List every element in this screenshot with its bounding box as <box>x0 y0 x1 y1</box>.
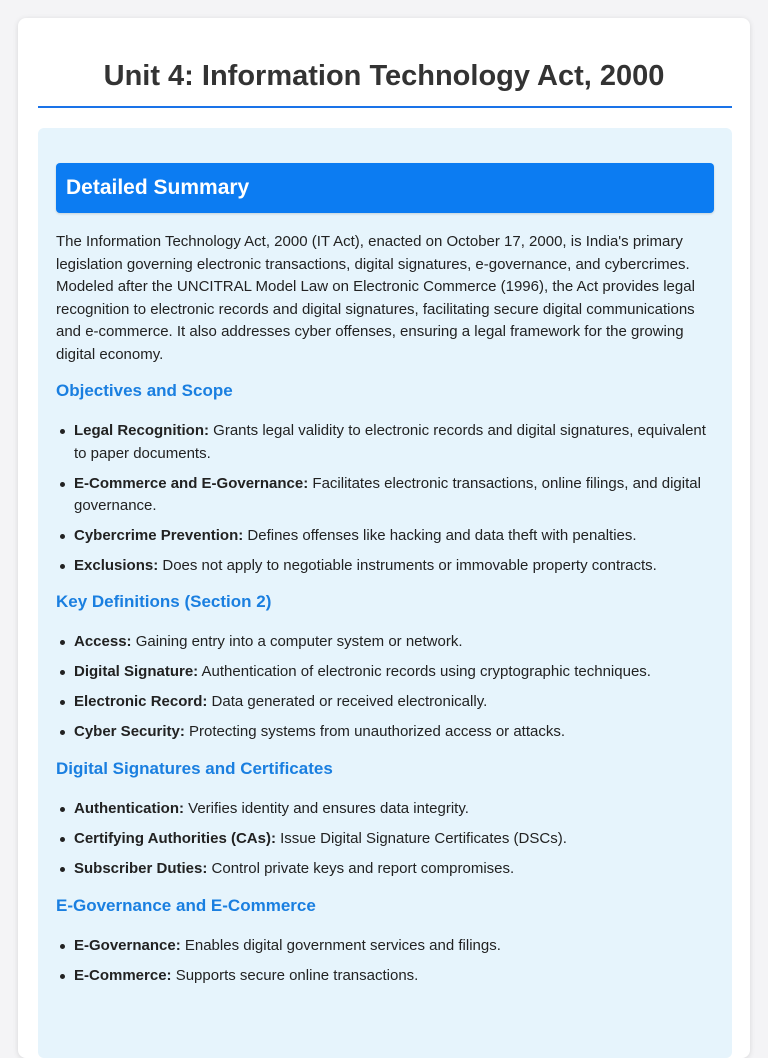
summary-header <box>56 163 714 213</box>
item-term: Exclusions: <box>74 557 159 574</box>
item-term: E-Governance: <box>74 937 181 954</box>
item-term: Authentication: <box>74 800 184 817</box>
list-key-definitions <box>56 631 716 751</box>
heading-digital-signatures: Digital Signatures and Certificates <box>56 759 333 778</box>
item-term: Certifying Authorities (CAs): <box>74 830 276 847</box>
list-objectives-scope <box>56 420 716 585</box>
item-term: Digital Signature: <box>74 663 199 680</box>
item-text: Supports secure online transactions. <box>171 967 419 984</box>
list-item <box>56 420 716 465</box>
item-term: Cyber Security: <box>74 723 185 740</box>
item-term: E-Commerce and E-Governance: <box>74 474 309 492</box>
item-text: Data generated or received electronically. <box>207 693 488 710</box>
list-item <box>56 691 716 714</box>
item-text: Verifies identity and ensures data integrity. <box>184 800 469 817</box>
list-egovernance-ecommerce <box>56 935 716 995</box>
list-item <box>56 525 716 548</box>
list-item <box>56 631 716 654</box>
summary-header-label: Detailed Summary <box>66 176 250 199</box>
summary-intro: The Information Technology Act, 2000 (IT Act), enacted on October 17, 2000, is India's primary legislation governing electronic transactions, digital signatures, e-governance, and cybercrimes. Modeled after the UNCITRAL Model Law on Electronic Commerce (1996), the Act provides legal recognition to electronic records and digital signatures, facilitating secure digital communications and e-commerce. It also addresses cyber offenses, ensuring a legal framework for the growing digital economy. <box>56 233 695 363</box>
heading-objectives-scope: Objectives and Scope <box>56 381 233 400</box>
item-term: Access: <box>74 633 132 650</box>
item-term: E-Commerce: <box>74 967 172 984</box>
list-digital-signatures <box>56 798 716 888</box>
list-item <box>56 473 716 518</box>
heading-egovernance-ecommerce: E-Governance and E-Commerce <box>56 896 316 915</box>
item-text: Issue Digital Signature Certificates (DSCs). <box>275 830 567 847</box>
list-item <box>56 828 716 851</box>
page-title: Unit 4: Information Technology Act, 2000 <box>103 60 665 92</box>
list-item <box>56 935 716 958</box>
document-card <box>18 18 750 1058</box>
item-text: Protecting systems from unauthorized access or attacks. <box>184 723 566 740</box>
item-text: Gaining entry into a computer system or network. <box>131 633 463 650</box>
item-term: Cybercrime Prevention: <box>74 527 244 544</box>
item-text: Defines offenses like hacking and data theft with penalties. <box>243 527 637 544</box>
item-text: Control private keys and report compromises. <box>207 860 515 877</box>
list-item <box>56 858 716 881</box>
item-term: Legal Recognition: <box>74 422 209 439</box>
item-text: Authentication of electronic records using cryptographic techniques. <box>198 663 651 680</box>
list-item <box>56 965 716 988</box>
list-item <box>56 721 716 744</box>
item-text: Does not apply to negotiable instruments or immovable property contracts. <box>158 557 657 574</box>
title-divider <box>38 106 732 108</box>
heading-key-definitions: Key Definitions (Section 2) <box>56 592 272 611</box>
item-text: Grants legal validity to electronic records and digital signatures, equivalent to paper documents. <box>74 422 706 462</box>
item-text: Facilitates electronic transactions, online filings, and digital governance. <box>74 474 701 514</box>
item-term: Subscriber Duties: <box>74 860 208 877</box>
list-item <box>56 555 716 578</box>
list-item <box>56 661 716 684</box>
item-text: Enables digital government services and filings. <box>180 937 501 954</box>
item-term: Electronic Record: <box>74 693 208 710</box>
list-item <box>56 798 716 821</box>
summary-panel <box>38 128 732 1058</box>
